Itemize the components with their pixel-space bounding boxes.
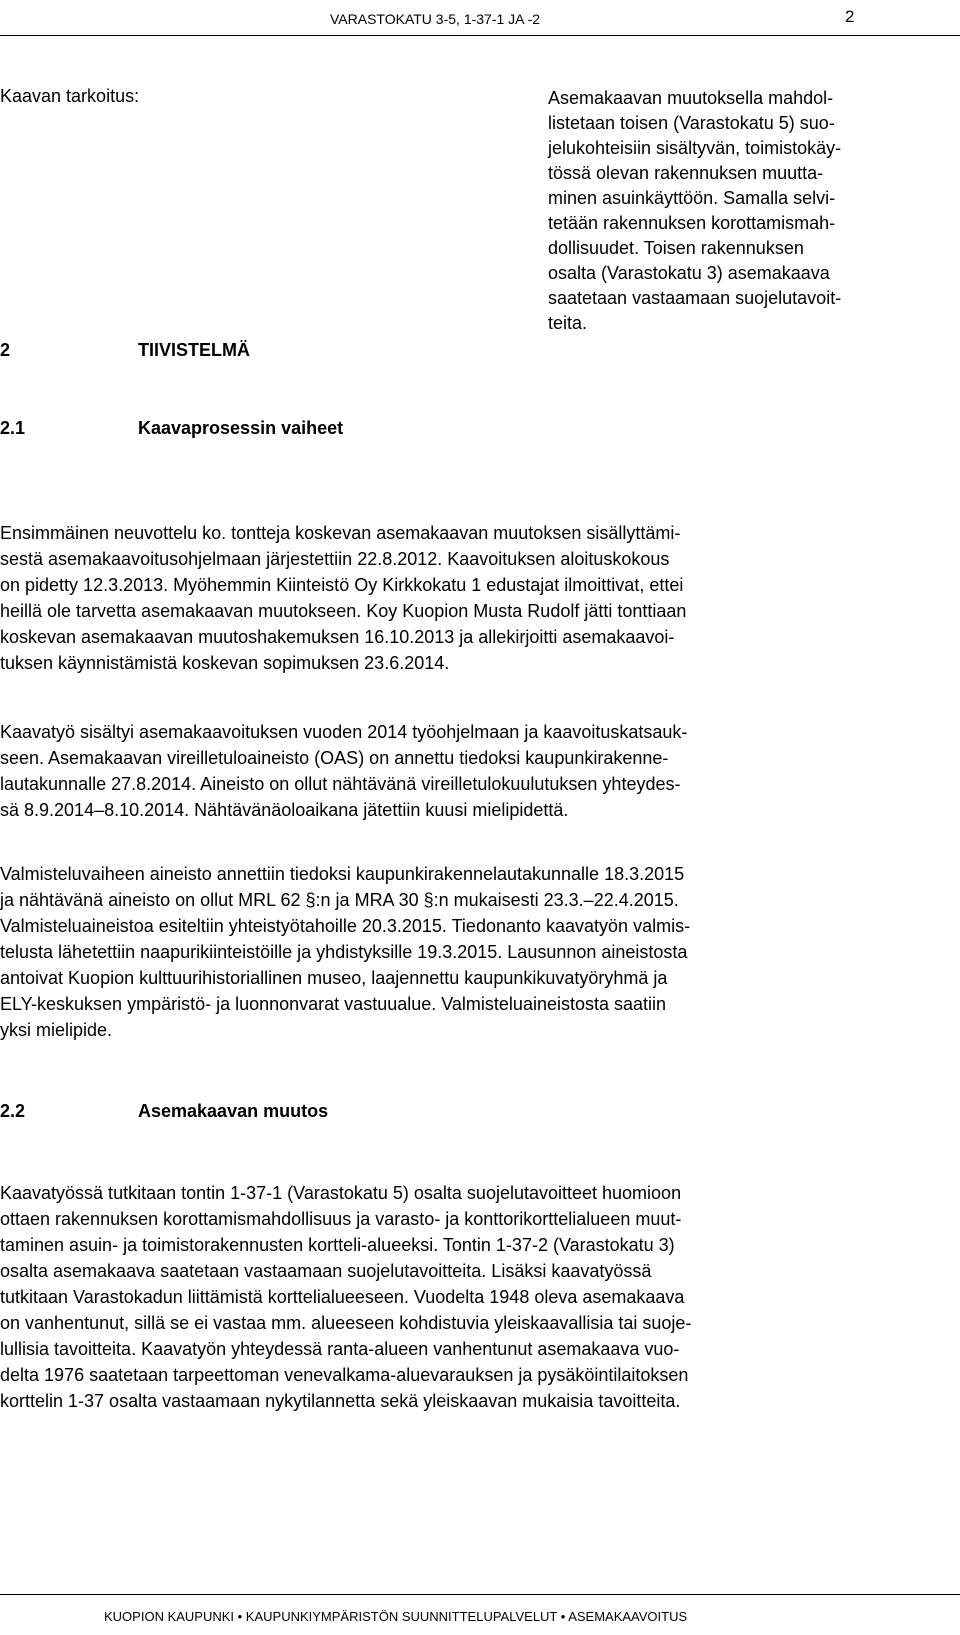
page-number: 2 [845,7,855,26]
page-header [0,5,960,36]
paragraph-plan-change: Kaavatyössä tutkitaan tontin 1-37-1 (Varastokatu 5) osalta suojelutavoitteet huomioon ottaen rakennuksen korottamismahdollisuus ja varasto- ja konttorikorttelialueen muut- taminen asuin- ja toimistorakennusten kortteli-alueeksi. Tontin 1-37-2 (Varastokatu 3) osalta asemakaava saatetaan vastaamaan suojelutavoitteita. Lisäksi kaavatyössä tutkitaan Varastokadun liittämistä korttelialueeseen. Vuodelta 1948 oleva asemakaava on vanhentunut, sillä se ei vastaa mm. alueeseen kohdistuvia yleiskaavallisia tai suoje- lullisia tavoitteita. Kaavatyön yhteydessä ranta-alueen vanhentunut asemakaava vuo- delta 1976 saatetaan tarpeettoman venevalkama-aluevarauksen ja pysäköintilaitoksen korttelin 1-37 osalta vastaamaan nykytilannetta sekä yleiskaavan mukaisia tavoitteita. [0,1183,692,1411]
subsection-title: Asemakaavan muutos [138,1101,329,1121]
subsection-number: 2.2 [0,1101,26,1121]
subsection-number: 2.1 [0,418,26,438]
subsection-heading-asemakaavan-muutos [0,1101,328,1122]
section-number: 2 [0,340,11,360]
paragraph-first-negotiation: Ensimmäinen neuvottelu ko. tontteja koskevan asemakaavan muutoksen sisällyttämi- sestä asemakaavoitusohjelmaan järjestettiin 22.8.2012. Kaavoituksen aloituskokous on pidetty 12.3.2013. Myöhemmin Kiinteistö Oy Kirkkokatu 1 edustajat ilmoittivat, ettei heillä ole tarvetta asemakaavan muutokseen. Koy Kuopion Musta Rudolf jätti tonttiaan koskevan asemakaavan muutoshakemuksen 16.10.2013 ja allekirjoitti asemakaavoi- tuksen käynnistämistä koskevan sopimuksen 23.6.2014. [0,523,687,673]
paragraph-preparation-phase: Valmisteluvaiheen aineisto annettiin tiedoksi kaupunkirakennelautakunnalle 18.3.2015 ja nähtävänä aineisto on ollut MRL 62 §:n ja MRA 30 §:n mukaisesti 23.3.–22.4.2015. Valmisteluaineistoa esiteltiin yhteistyötahoille 20.3.2015. Tiedonanto kaavatyön valmis- telusta lähetettiin naapurikiinteistöille ja yhdistyksille 19.3.2015. Lausunnon aineistosta antoivat Kuopion kulttuurihistoriallinen museo, laajennettu kaupunkikuvatyöryhmä ja ELY-keskuksen ympäristö- ja luonnonvarat vastuualue. Valmisteluaineistosta saatiin yksi mielipide. [0,864,691,1040]
subsection-title: Kaavaprosessin vaiheet [138,418,344,438]
purpose-label: Kaavan tarkoitus: [0,86,140,106]
page-footer [0,1594,960,1635]
section-title: TIIVISTELMÄ [138,340,250,360]
section-heading-tiivistelma [0,340,250,361]
footer-text: KUOPION KAUPUNKI • KAUPUNKIYMPÄRISTÖN SUUNNITTELUPALVELUT • ASEMAKAAVOITUS [104,1609,688,1624]
header-title: VARASTOKATU 3-5, 1-37-1 JA -2 [330,11,541,27]
purpose-text: Asemakaavan muutoksella mahdol- listetaan toisen (Varastokatu 5) suo- jelukohteisiin sisältyvän, toimistokäy- tössä olevan rakennuksen muutta- minen asuinkäyttöön. Samalla selvi- tetään rakennuksen korottamismah- dollisuudet. Toisen rakennuksen osalta (Varastokatu 3) asemakaava saatetaan vastaamaan suojelutavoit- teita. [548,88,842,333]
paragraph-work-programme: Kaavatyö sisältyi asemakaavoituksen vuoden 2014 työohjelmaan ja kaavoituskatsauk- seen. Asemakaavan vireilletuloaineisto (OAS) on annettu tiedoksi kaupunkirakenne- lautakunnalle 27.8.2014. Aineisto on ollut nähtävänä vireilletulokuulutuksen yhteydes- sä 8.9.2014–8.10.2014. Nähtävänäoloaikana jätettiin kuusi mielipidettä. [0,722,688,820]
subsection-heading-kaavaprosessin-vaiheet [0,418,343,439]
